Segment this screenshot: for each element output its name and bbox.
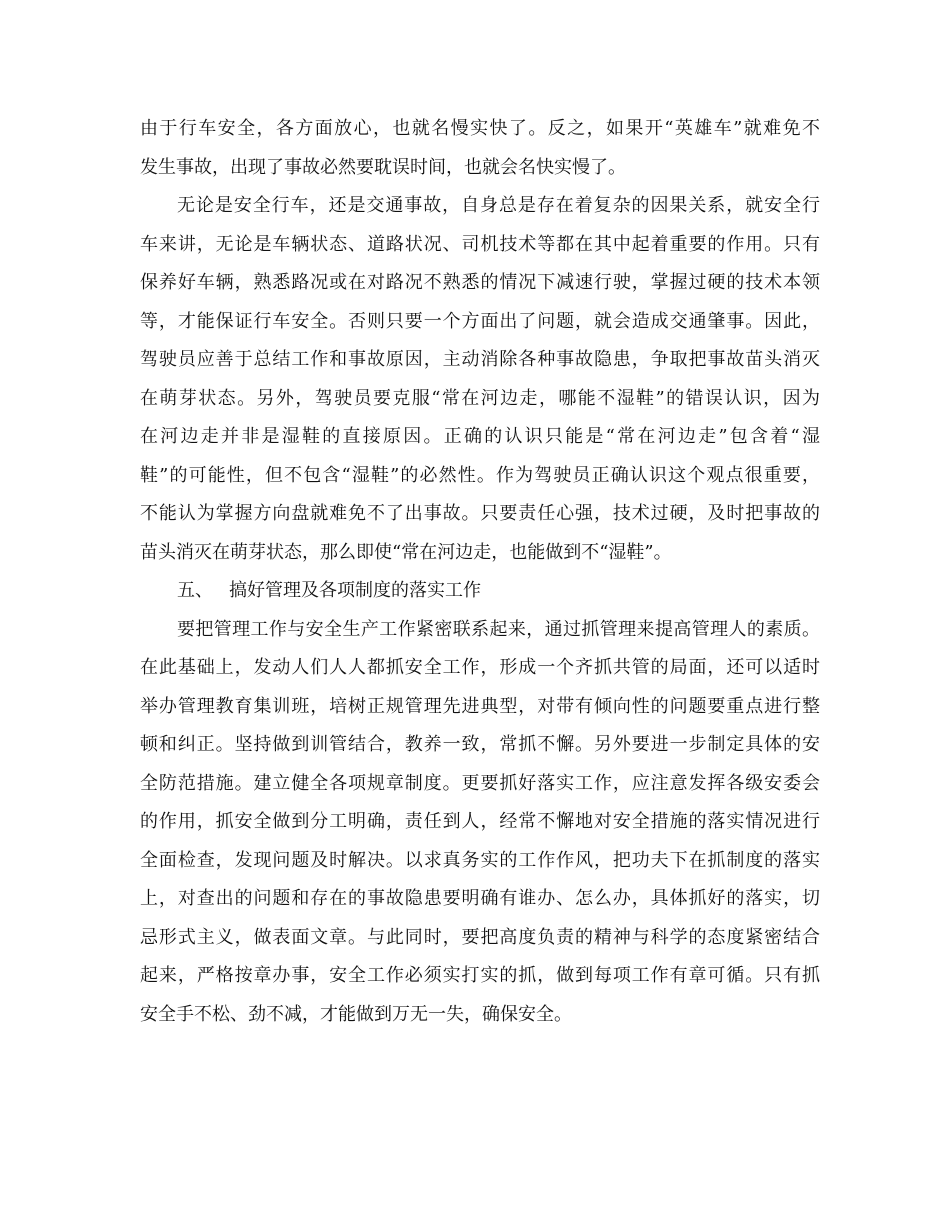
text-line: 无论是安全行车，还是交通事故，自身总是存在着复杂的因果关系，就安全行: [177, 195, 820, 216]
document-body: [140, 110, 820, 1034]
text-line: 上，对查出的问题和存在的事故隐患要明确有谁办、怎么办，具体抓好的落实，切: [140, 888, 820, 909]
text-line: 发生事故，出现了事故必然要耽误时间，也就会名快实慢了。: [140, 156, 626, 178]
text-line: 举办管理教育集训班，培树正规管理先进典型，对带有倾向性的问题要重点进行整: [140, 695, 820, 717]
section-title: 搞好管理及各项制度的落实工作: [229, 580, 481, 601]
text-line: 不能认为掌握方向盘就难免不了出事故。只要责任心强，技术过硬，及时把事故的: [140, 503, 820, 524]
text-line: 顿和纠正。坚持做到训管结合，教养一致，常抓不懈。另外要进一步制定具体的安: [140, 734, 820, 755]
text-line: 在此基础上，发动人们人人都抓安全工作，形成一个齐抓共管的局面，还可以适时: [140, 657, 820, 678]
paragraph-1: [140, 110, 820, 187]
text-line: 忌形式主义，做表面文章。与此同时，要把高度负责的精神与科学的态度紧密结合: [140, 926, 820, 948]
text-line: 安全手不松、劲不减，才能做到万无一失，确保安全。: [140, 1003, 572, 1025]
section-heading: [140, 572, 820, 611]
text-line: 鞋”的可能性，但不包含“湿鞋”的必然性。作为驾驶员正确认识这个观点很重要，: [140, 464, 820, 486]
text-line: 起来，严格按章办事，安全工作必须实打实的抓，做到每项工作有章可循。只有抓: [140, 965, 820, 986]
text-line: 车来讲，无论是车辆状态、道路状况、司机技术等都在其中起着重要的作用。只有: [140, 233, 820, 255]
text-line: 保养好车辆，熟悉路况或在对路况不熟悉的情况下减速行驶，掌握过硬的技术本领: [140, 272, 820, 293]
text-line: 在萌芽状态。另外，驾驶员要克服“常在河边走，哪能不湿鞋”的错误认识，因为: [140, 387, 820, 409]
text-line: 驾驶员应善于总结工作和事故原因，主动消除各种事故隐患，争取把事故苗头消灭: [140, 349, 820, 370]
paragraph-2: [140, 187, 820, 572]
text-line: 全面检查，发现问题及时解决。以求真务实的工作作风，把功夫下在抓制度的落实: [140, 849, 820, 871]
text-line: 在河边走并非是湿鞋的直接原因。正确的认识只能是“常在河边走”包含着“湿: [140, 426, 820, 447]
section-number: 五、: [177, 580, 213, 601]
text-line: 全防范措施。建立健全各项规章制度。更要抓好落实工作，应注意发挥各级安委会: [140, 772, 820, 794]
text-line: 苗头消灭在萌芽状态，那么即使“常在河边走，也能做到不“湿鞋”。: [140, 541, 672, 563]
text-line: 等，才能保证行车安全。否则只要一个方面出了问题，就会造成交通肇事。因此，: [140, 310, 820, 332]
text-line: 的作用，抓安全做到分工明确，责任到人，经常不懈地对安全措施的落实情况进行: [140, 811, 820, 832]
text-line: 由于行车安全，各方面放心，也就名慢实快了。反之，如果开“英雄车”就难免不: [140, 118, 820, 139]
paragraph-3: [140, 611, 820, 1035]
text-line: 要把管理工作与安全生产工作紧密联系起来，通过抓管理来提高管理人的素质。: [177, 618, 820, 640]
